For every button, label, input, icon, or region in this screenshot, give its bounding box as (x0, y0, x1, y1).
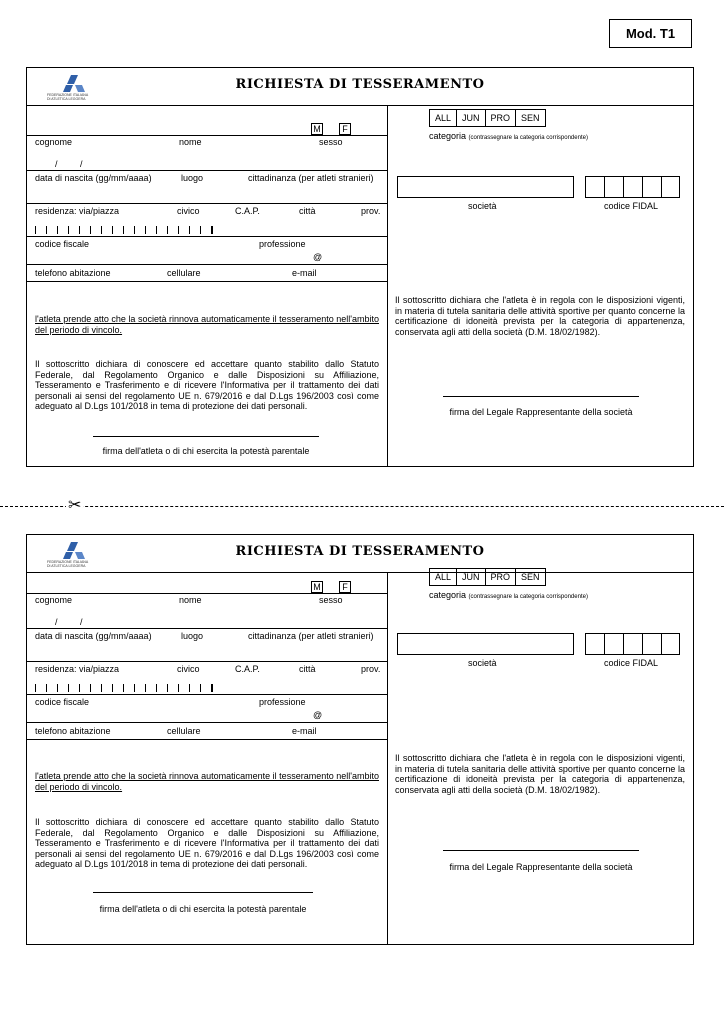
societa-box[interactable] (397, 176, 574, 198)
sex-m-box[interactable]: M (311, 123, 323, 135)
form-header (27, 535, 693, 573)
label-civico: civico (177, 664, 200, 674)
date-slashes: / / (55, 617, 93, 627)
label-email: e-mail (292, 726, 317, 736)
category-all[interactable]: ALL (429, 109, 456, 127)
dichiarazione-legale: Il sottoscritto dichiara che l'atleta è in regola con le disposizioni vigenti, in materia di tutela sanitaria delle attività sportive per quanto concerne la certificazione di idoneità prevista per la categoria di appartenenza, conservata agli atti della società (D.M. 18/02/1982). (395, 295, 685, 337)
sex-m-box[interactable]: M (311, 581, 323, 593)
codice-fidal-boxes[interactable] (585, 176, 680, 198)
label-firma-atleta: firma dell'atleta o di chi esercita la potestà parentale (99, 904, 307, 914)
date-slashes: / / (55, 159, 93, 169)
form-header (27, 68, 693, 106)
categoria-word: categoria (429, 131, 467, 141)
logo-text-line-2: DI ATLETICA LEGGERA (47, 97, 86, 101)
label-sesso: sesso (319, 137, 343, 147)
label-civico: civico (177, 206, 200, 216)
category-all[interactable]: ALL (429, 568, 456, 586)
category-row[interactable] (429, 109, 546, 127)
line-codice-fiscale (27, 236, 387, 237)
label-luogo: luogo (181, 631, 204, 641)
category-sen[interactable]: SEN (515, 109, 546, 127)
codice-fidal-boxes[interactable] (585, 633, 680, 655)
scissors-icon: ✂ (68, 497, 82, 514)
label-residenza: residenza: via/piazza (35, 664, 120, 674)
line-cognome (27, 135, 387, 136)
column-divider (387, 106, 388, 466)
membership-form-bottom (26, 534, 694, 945)
category-sen[interactable]: SEN (515, 568, 546, 586)
line-nascita (27, 170, 387, 171)
label-firma-atleta: firma dell'atleta o di chi esercita la potestà parentale (102, 446, 310, 456)
categoria-note: (contrassegnare la categoria corrispondente) (468, 135, 588, 141)
codice-fiscale-ticks[interactable] (35, 226, 213, 234)
cut-line (0, 506, 724, 507)
logo-text-line-1: FEDERAZIONE ITALIANA (47, 93, 89, 97)
dichiarazione-legale: Il sottoscritto dichiara che l'atleta è in regola con le disposizioni vigenti, in materia di tutela sanitaria delle attività sportive per quanto concerne la certificazione di idoneità prevista per la categoria di appartenenza, conservata agli atti della società (D.M. 18/02/1982). (395, 753, 685, 795)
label-professione: professione (259, 239, 306, 249)
category-row[interactable] (429, 568, 546, 586)
label-citta: città (299, 664, 316, 674)
logo-text-line-1: FEDERAZIONE ITALIANA (47, 560, 89, 564)
codice-fiscale-ticks[interactable] (35, 684, 213, 692)
label-cap: C.A.P. (235, 664, 260, 674)
categoria-word: categoria (429, 590, 467, 600)
societa-box[interactable] (397, 633, 574, 655)
category-jun[interactable]: JUN (456, 568, 485, 586)
line-residenza (27, 661, 387, 662)
firma-atleta-line[interactable] (93, 436, 319, 437)
line-telefono (27, 264, 387, 265)
label-societa: società (468, 201, 497, 211)
label-nome: nome (179, 137, 202, 147)
label-cittadinanza: cittadinanza (per atleti stranieri) (248, 631, 374, 641)
sex-f-box[interactable]: F (339, 123, 351, 135)
model-code: Mod. T1 (609, 19, 692, 48)
line-nascita (27, 628, 387, 629)
label-prov: prov. (361, 206, 381, 216)
email-at-sign: @ (313, 252, 323, 262)
label-luogo: luogo (181, 173, 204, 183)
label-categoria (429, 131, 588, 143)
label-telefono: telefono abitazione (35, 268, 111, 278)
label-citta: città (299, 206, 316, 216)
line-telefono (27, 722, 387, 723)
logo-text-line-2: DI ATLETICA LEGGERA (47, 564, 86, 568)
category-pro[interactable]: PRO (485, 568, 516, 586)
line-email (27, 739, 387, 740)
line-cognome (27, 593, 387, 594)
label-data-nascita: data di nascita (gg/mm/aaaa) (35, 173, 152, 183)
category-pro[interactable]: PRO (485, 109, 516, 127)
label-codice-fiscale: codice fiscale (35, 239, 90, 249)
label-codice-fidal: codice FIDAL (604, 658, 659, 668)
label-prov: prov. (361, 664, 381, 674)
label-cognome: cognome (35, 137, 73, 147)
label-categoria (429, 590, 588, 602)
firma-legale-line[interactable] (443, 396, 639, 397)
category-jun[interactable]: JUN (456, 109, 485, 127)
label-cittadinanza: cittadinanza (per atleti stranieri) (248, 173, 374, 183)
label-telefono: telefono abitazione (35, 726, 111, 736)
label-codice-fidal: codice FIDAL (604, 201, 659, 211)
label-codice-fiscale: codice fiscale (35, 697, 90, 707)
label-cap: C.A.P. (235, 206, 260, 216)
label-societa: società (468, 658, 497, 668)
membership-form-top (26, 67, 694, 467)
label-data-nascita: data di nascita (gg/mm/aaaa) (35, 631, 152, 641)
dichiarazione-atleta: Il sottoscritto dichiara di conoscere ed accettare quanto stabilito dallo Statuto Federale, dal Regolamento Organico e dalle Disposizioni su Affiliazione, Tesseramento e Trasferimento e di ricevere l'Informativa per il trattamento dei dati personali ai sensi del regolamento UE n. 679/2016 e dal D.Lgs 196/2003 così come adeguato al D.Lgs 101/2018 in tema di protezione dei dati personali. (35, 359, 379, 411)
label-firma-legale: firma del Legale Rappresentante della società (449, 862, 633, 872)
label-cognome: cognome (35, 595, 73, 605)
label-sesso: sesso (319, 595, 343, 605)
label-cellulare: cellulare (167, 268, 201, 278)
categoria-note: (contrassegnare la categoria corrispondente) (468, 594, 588, 600)
form-title: RICHIESTA DI TESSERAMENTO (235, 77, 485, 92)
line-residenza (27, 203, 387, 204)
column-divider (387, 573, 388, 944)
line-codice-fiscale (27, 694, 387, 695)
label-email: e-mail (292, 268, 317, 278)
label-firma-legale: firma del Legale Rappresentante della società (449, 407, 633, 417)
form-title: RICHIESTA DI TESSERAMENTO (235, 544, 485, 559)
label-professione: professione (259, 697, 306, 707)
label-residenza: residenza: via/piazza (35, 206, 120, 216)
label-cellulare: cellulare (167, 726, 201, 736)
email-at-sign: @ (313, 710, 323, 720)
sex-f-box[interactable]: F (339, 581, 351, 593)
rinnovo-note: l'atleta prende atto che la società rinnova automaticamente il tesseramento nell'ambito del periodo di vincolo. (35, 314, 379, 335)
rinnovo-note: l'atleta prende atto che la società rinnova automaticamente il tesseramento nell'ambito del periodo di vincolo. (35, 771, 379, 792)
line-email (27, 281, 387, 282)
firma-atleta-line[interactable] (93, 892, 313, 893)
firma-legale-line[interactable] (443, 850, 639, 851)
dichiarazione-atleta: Il sottoscritto dichiara di conoscere ed accettare quanto stabilito dallo Statuto Federale, dal Regolamento Organico e dalle Disposizioni su Affiliazione, Tesseramento e Trasferimento e di ricevere l'Informativa per il trattamento dei dati personali ai sensi del regolamento UE n. 679/2016 e dal D.Lgs 196/2003 così come adeguato al D.Lgs 101/2018 in tema di protezione dei dati personali. (35, 817, 379, 869)
label-nome: nome (179, 595, 202, 605)
